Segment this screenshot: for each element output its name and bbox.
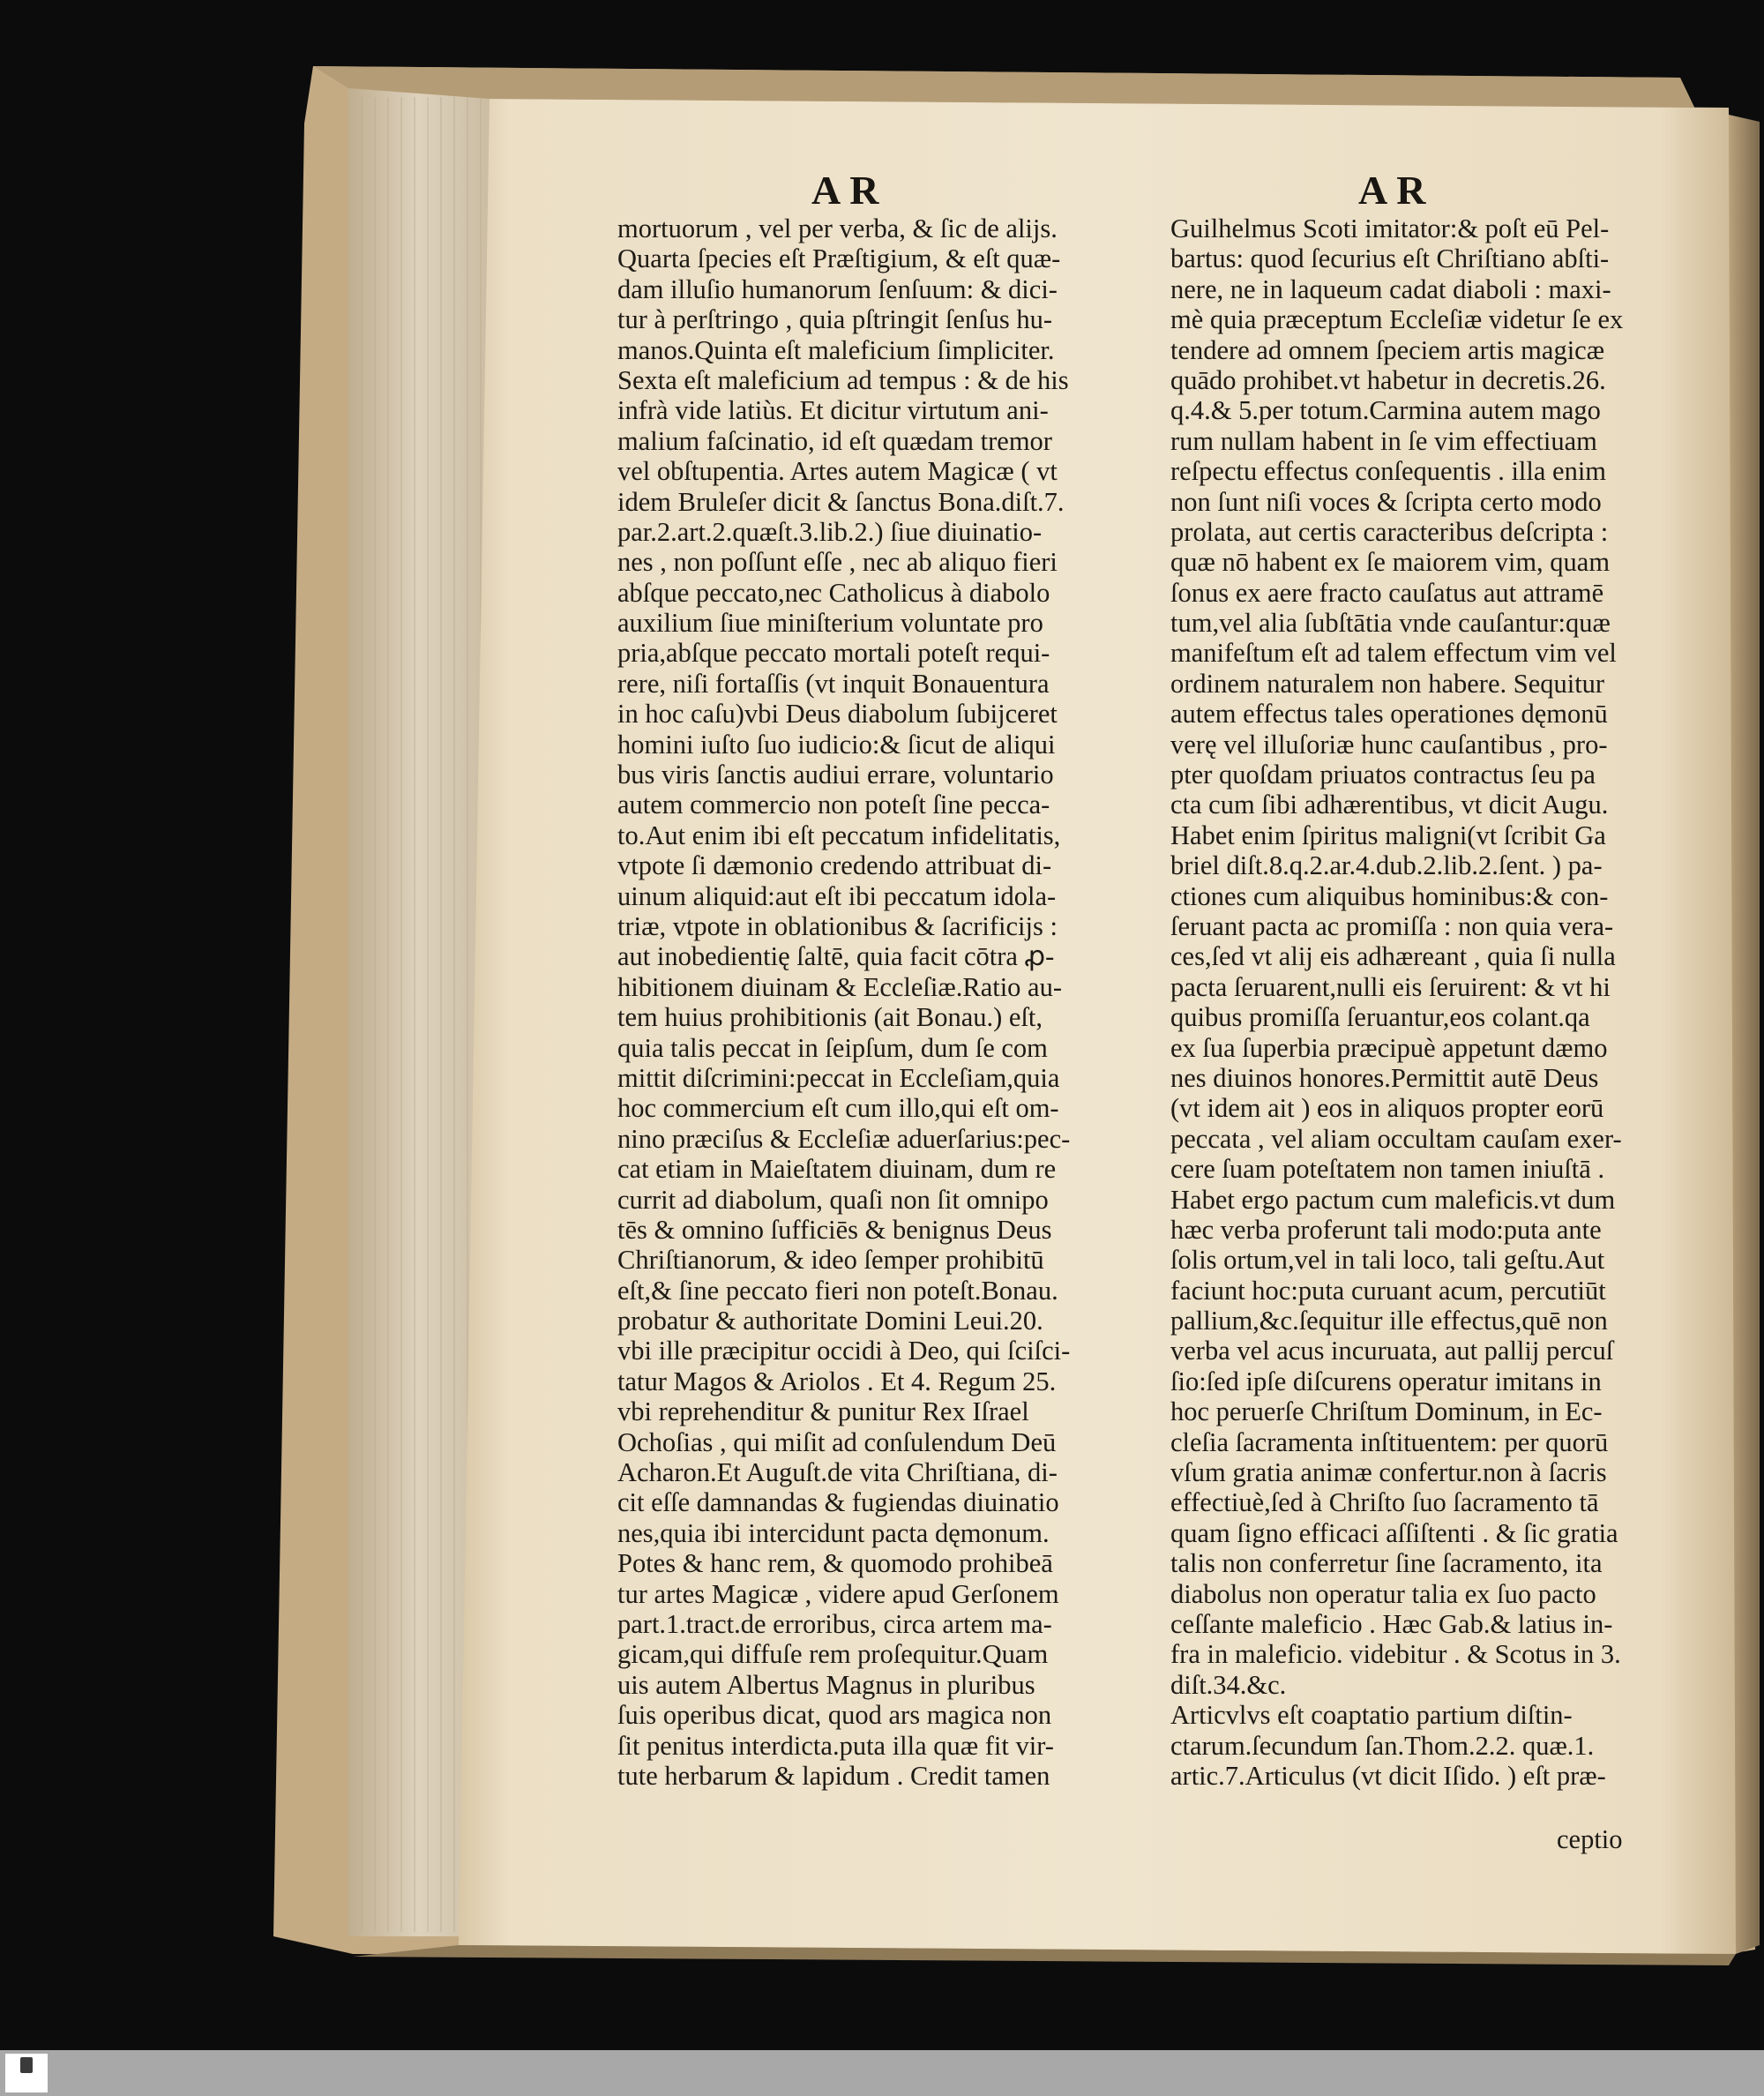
text-line: ſonus ex aere fracto cauſatus aut attramē — [1170, 577, 1604, 608]
text-line: gicam,qui diffuſe rem proſequitur.Quam — [617, 1639, 1049, 1670]
text-line: peccata , vel aliam occultam cauſam exer- — [1170, 1123, 1622, 1154]
text-line: diſt.34.&c. — [1170, 1669, 1287, 1700]
text-line: talis non conferretur ſine ſacramento, ita — [1170, 1548, 1603, 1579]
text-line: quæ nō habent ex ſe maiorem vim, quam — [1170, 547, 1611, 578]
text-line: vſum gratia animæ confertur.non à ſacris — [1170, 1457, 1607, 1488]
text-line: mè quia præceptum Eccleſiæ videtur ſe ex — [1170, 304, 1624, 335]
text-line: rere, niſi fortaſſis (vt inquit Bonauentura — [617, 668, 1050, 699]
text-line: cit eſſe damnandas & fugiendas diuinatio — [617, 1487, 1059, 1518]
text-line: pacta ſeruarent,nulli eis ſeruirent: & vt hi — [1170, 971, 1611, 1002]
text-line: probatur & authoritate Domini Leui.20. — [617, 1306, 1043, 1336]
text-line: nes diuinos honores.Permittit autē Deus — [1170, 1062, 1599, 1093]
text-line: ſeruant pacta ac promiſſa : non quia vera- — [1170, 910, 1614, 941]
text-line: mittit diſcrimini:peccat in Eccleſiam,quia — [617, 1062, 1060, 1093]
text-line: Chriſtianorum, & ideo ſemper prohibitū — [617, 1245, 1044, 1276]
text-line: malium faſcinatio, id eſt quædam tremor — [617, 425, 1052, 456]
text-line: quam ſigno efficaci aſſiſtenti . & ſic gratia — [1170, 1517, 1618, 1548]
catchword: ceptio — [1557, 1824, 1623, 1854]
right-headword: AR — [1358, 168, 1435, 213]
text-line: tur artes Magicæ , videre apud Gerſonem — [617, 1578, 1059, 1609]
text-line: homini iuſto ſuo iudicio:& ſicut de aliqui — [617, 729, 1056, 760]
text-line: artic.7.Articulus (vt dicit Iſido. ) eſt præ- — [1170, 1760, 1606, 1791]
text-line: uis autem Albertus Magnus in pluribus — [617, 1669, 1035, 1700]
text-line: tur à perſtringo , quia pſtringit ſenſus hu- — [617, 304, 1052, 335]
text-line: Sexta eſt maleficium ad tempus : & de his — [617, 364, 1069, 395]
text-line: Guilhelmus Scoti imitator:& poſt eū Pel- — [1170, 213, 1610, 243]
text-line: diabolus non operatur talia ex ſuo pacto — [1170, 1578, 1596, 1609]
text-line: ſuis operibus dicat, quod ars magica non — [617, 1700, 1052, 1731]
text-line: hoc commercium eſt cum illo,qui eſt om- — [617, 1093, 1059, 1124]
text-line: hoc peruerſe Chriſtum Dominum, in Ec- — [1170, 1396, 1603, 1427]
text-line: triæ, vtpote in oblationibus & ſacrificijs : — [617, 910, 1058, 941]
text-line: Ochoſias , qui miſit ad conſulendum Deū — [617, 1426, 1057, 1457]
text-line: par.2.art.2.quæſt.3.lib.2.) ſiue diuinatio- — [617, 516, 1043, 547]
text-line: cta cum ſibi adhærentibus, vt dicit Augu. — [1170, 790, 1609, 820]
text-line: ſolis ortum,vel in tali loco, tali geſtu.Aut — [1170, 1245, 1605, 1276]
text-line: faciunt hoc:puta curuant acum, percutiūt — [1170, 1275, 1606, 1306]
text-line: pallium,&c.ſequitur ille effectus,quē non — [1170, 1306, 1608, 1336]
text-line: dam illuſio humanorum ſenſuum: & dici- — [617, 273, 1058, 304]
text-line: currit ad diabolum, quaſi non ſit omnipo — [617, 1184, 1049, 1215]
text-line: bartus: quod ſecurius eſt Chriſtiano abſti- — [1170, 243, 1610, 274]
right-text-column — [1170, 213, 1700, 1791]
text-line: ſit penitus interdicta.puta illa quæ fit vir- — [617, 1730, 1054, 1761]
text-line: autem commercio non poteſt ſine pecca- — [617, 790, 1050, 820]
text-line: reſpectu effectus conſequentis . illa enim — [1170, 456, 1607, 487]
text-line: verba vel acus incuruata, aut pallij percuſ — [1170, 1336, 1614, 1366]
text-line: ctarum.ſecundum ſan.Thom.2.2. quæ.1. — [1170, 1730, 1595, 1761]
text-line: tum,vel alia ſubſtātia vnde cauſantur:quæ — [1170, 608, 1611, 639]
text-line: prolata, aut certis caracteribus deſcripta : — [1170, 516, 1609, 547]
text-line: pter quoſdam priuatos contractus ſeu pa — [1170, 760, 1596, 790]
text-line: verę vel illuſoriæ hunc cauſantibus , pro- — [1170, 729, 1608, 760]
text-line: nes,quia ibi intercidunt pacta dęmonum. — [617, 1517, 1050, 1548]
text-line: pria,abſque peccato mortali poteſt requi- — [617, 638, 1050, 669]
text-line: rum nullam habent in ſe vim effectiuam — [1170, 425, 1597, 456]
text-line: cat etiam in Maieſtatem diuinam, dum re — [617, 1154, 1057, 1185]
text-line: (vt idem ait ) eos in aliquos propter eorū — [1170, 1093, 1604, 1124]
text-line: vbi ille præcipitur occidi à Deo, qui ſciſci- — [617, 1336, 1071, 1366]
text-line: to.Aut enim ibi eſt peccatum infidelitatis, — [617, 820, 1061, 850]
text-line: manifeſtum eſt ad talem effectum vim vel — [1170, 638, 1617, 669]
text-line: tendere ad omnem ſpeciem artis magicæ — [1170, 334, 1605, 365]
text-line: cere ſuam poteſtatem non tamen iniuſtā . — [1170, 1154, 1605, 1185]
text-line: Quarta ſpecies eſt Præſtigium, & eſt quæ- — [617, 243, 1061, 274]
library-logo-icon — [20, 2057, 33, 2073]
text-line: ceſſante maleficio . Hæc Gab.& latius in- — [1170, 1608, 1613, 1639]
text-line: briel diſt.8.q.2.ar.4.dub.2.lib.2.ſent. ) pa- — [1170, 850, 1603, 881]
text-line: nere, ne in laqueum cadat diaboli : maxi- — [1170, 273, 1611, 304]
text-line: in hoc caſu)vbi Deus diabolum ſubijceret — [617, 699, 1058, 730]
text-line: Habet ergo pactum cum maleficis.vt dum — [1170, 1184, 1616, 1215]
text-line: Habet enim ſpiritus maligni(vt ſcribit Ga — [1170, 820, 1606, 850]
text-line: ſio:ſed ipſe diſcurens operatur imitans in — [1170, 1366, 1602, 1396]
text-line: cleſia ſacramenta inſtituentem: per quorū — [1170, 1426, 1609, 1457]
text-line: autem effectus tales operationes dęmonū — [1170, 699, 1608, 730]
text-line: part.1.tract.de erroribus, circa artem ma- — [617, 1608, 1052, 1639]
text-line: vtpote ſi dæmonio credendo attribuat di- — [617, 850, 1052, 881]
text-line: ordinem naturalem non habere. Sequitur — [1170, 668, 1605, 699]
text-line: nes , non poſſunt eſſe , nec ab aliquo fieri — [617, 547, 1058, 578]
text-line: effectiuè,ſed à Chriſto ſuo ſacramento tā — [1170, 1487, 1599, 1518]
text-line: idem Bruleſer dicit & ſanctus Bona.diſt.7. — [617, 486, 1065, 517]
text-line: non ſunt niſi voces & ſcripta certo modo — [1170, 486, 1602, 517]
text-line: fra in maleficio. videbitur . & Scotus in 3. — [1170, 1639, 1621, 1670]
library-logo[interactable] — [5, 2054, 48, 2092]
text-line: auxilium ſiue miniſterium voluntate pro — [617, 608, 1043, 639]
text-line: vel obſtupentia. Artes autem Magicæ ( vt — [617, 456, 1058, 487]
left-headword: AR — [811, 168, 888, 213]
text-line: infrà vide latiùs. Et dicitur virtutum ani- — [617, 395, 1049, 426]
text-line: quādo prohibet.vt habetur in decretis.26. — [1170, 364, 1606, 395]
text-line: ctiones cum aliquibus hominibus:& con- — [1170, 880, 1609, 911]
text-line: Articvlvs eſt coaptatio partium diſtin- — [1170, 1700, 1573, 1731]
text-line: hæc verba proferunt tali modo:puta ante — [1170, 1214, 1602, 1245]
left-text-column — [617, 213, 1147, 1791]
text-line: hibitionem diuinam & Eccleſiæ.Ratio au- — [617, 971, 1062, 1002]
text-line: q.4.& 5.per totum.Carmina autem mago — [1170, 395, 1601, 426]
text-line: Acharon.Et Auguſt.de vita Chriſtiana, di- — [617, 1457, 1058, 1488]
viewer-footer-bar — [0, 2050, 1764, 2096]
text-line: ex ſua ſuperbia præcipuè appetunt dæmo — [1170, 1032, 1608, 1063]
text-line: ces,ſed vt alij eis adhæreant , quia ſi nulla — [1170, 941, 1616, 972]
text-line: nino præciſus & Eccleſiæ aduerſarius:pec- — [617, 1123, 1071, 1154]
text-line: tēs & omnino ſufficiēs & benignus Deus — [617, 1214, 1052, 1245]
text-line: Potes & hanc rem, & quomodo prohibeā — [617, 1548, 1053, 1579]
text-line: tatur Magos & Ariolos . Et 4. Regum 25. — [617, 1366, 1057, 1396]
text-line: eſt,& ſine peccato fieri non poteſt.Bonau. — [617, 1275, 1058, 1306]
text-line: tem huius prohibitionis (ait Bonau.) eſt, — [617, 1002, 1043, 1033]
text-line: manos.Quinta eſt maleficium ſimpliciter. — [617, 334, 1055, 365]
text-line: abſque peccato,nec Catholicus à diabolo — [617, 577, 1050, 608]
text-line: tute herbarum & lapidum . Credit tamen — [617, 1760, 1050, 1791]
text-line: vbi reprehenditur & punitur Rex Iſrael — [617, 1396, 1029, 1427]
text-line: uinum aliquid:aut eſt ibi peccatum idola- — [617, 880, 1057, 911]
text-line: aut inobedientię ſaltē, quia facit cōtra ꝓ- — [617, 941, 1055, 972]
text-line: quibus promiſſa ſeruantur,eos colant.qa — [1170, 1002, 1590, 1033]
text-line: bus viris ſanctis audiui errare, voluntario — [617, 760, 1054, 790]
text-line: mortuorum , vel per verba, & ſic de alijs. — [617, 213, 1058, 243]
text-line: quia talis peccat in ſeipſum, dum ſe com — [617, 1032, 1048, 1063]
